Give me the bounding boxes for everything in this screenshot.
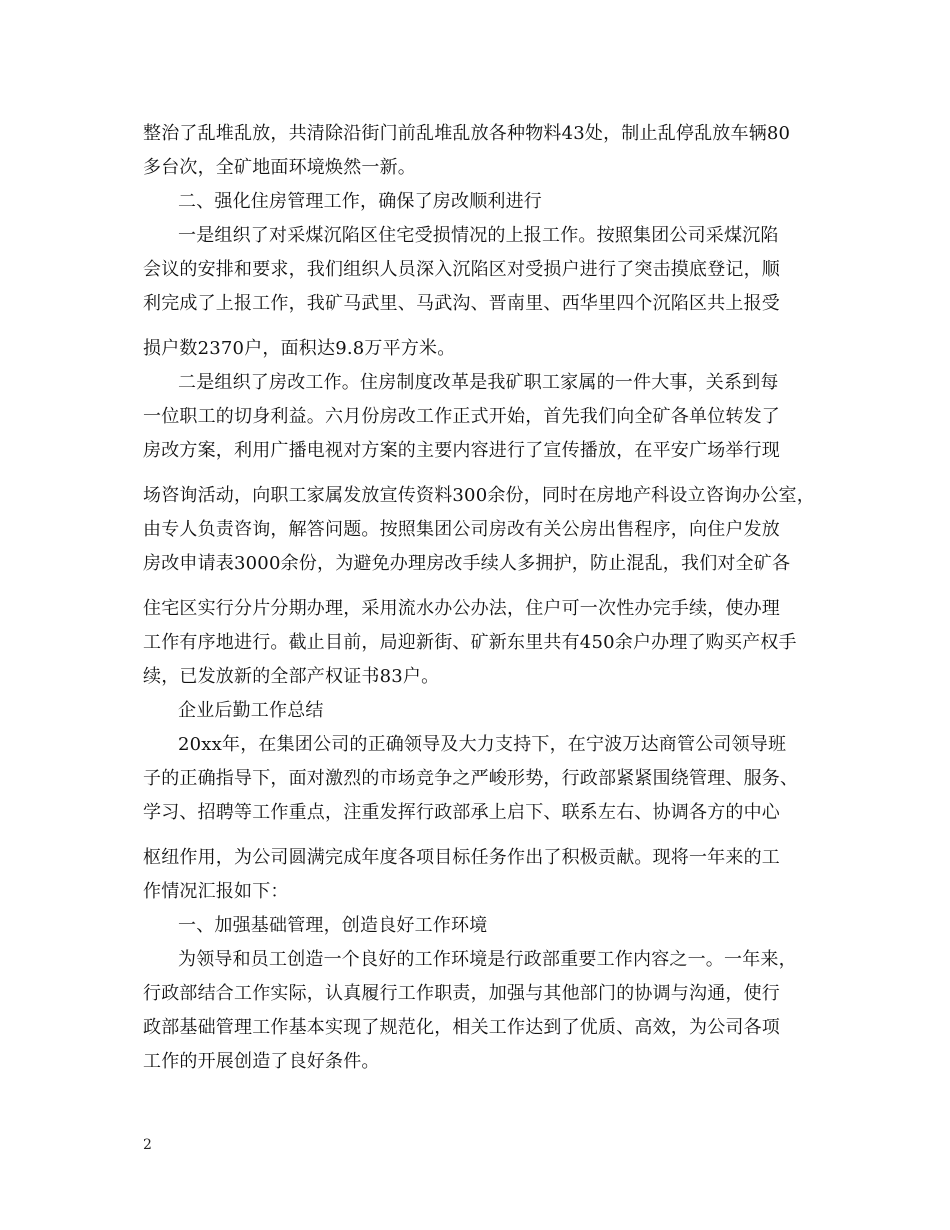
paragraph-line: 学习、招聘等工作重点，注重发挥行政部承上启下、联系左右、协调各方的中心: [143, 802, 780, 823]
paragraph-line: 整治了乱堆乱放，共清除沿街门前乱堆乱放各种物料43处，制止乱停乱放车辆80: [143, 123, 791, 144]
document-title: 企业后勤工作总结: [178, 700, 324, 721]
paragraph-line: 工作的开展创造了良好条件。: [143, 1051, 380, 1072]
paragraph-line: 损户数2370户，面积达9.8万平方米。: [143, 338, 456, 359]
paragraph-line: 子的正确指导下，面对激烈的市场竞争之严峻形势，行政部紧紧围绕管理、服务、: [143, 768, 799, 789]
paragraph-line: 续，已发放新的全部产权证书83户。: [143, 666, 440, 687]
paragraph-line: 工作有序地进行。截止目前，局迎新街、矿新东里共有450余户办理了购买产权手: [143, 632, 797, 653]
paragraph-line: 利完成了上报工作，我矿马武里、马武沟、晋南里、西华里四个沉陷区共上报受: [143, 293, 780, 314]
section-heading: 一、加强基础管理，创造良好工作环境: [178, 915, 488, 936]
paragraph-line: 为领导和员工创造一个良好的工作环境是行政部重要工作内容之一。一年来，: [178, 949, 797, 970]
paragraph-line: 二是组织了房改工作。住房制度改革是我矿职工家属的一件大事，关系到每: [178, 372, 779, 393]
paragraph-line: 一位职工的切身利益。六月份房改工作正式开始，首先我们向全矿各单位转发了: [143, 406, 780, 427]
paragraph-line: 房改方案，利用广播电视对方案的主要内容进行了宣传播放，在平安广场举行现: [143, 440, 780, 461]
paragraph-line: 会议的安排和要求，我们组织人员深入沉陷区对受损户进行了突击摸底登记，顺: [143, 259, 780, 280]
paragraph-line: 房改申请表3000余份，为避免办理房改手续人多拥护，防止混乱，我们对全矿各: [143, 553, 791, 574]
paragraph-line: 政部基础管理工作基本实现了规范化，相关工作达到了优质、高效，为公司各项: [143, 1017, 780, 1038]
section-heading: 二、强化住房管理工作，确保了房改顺利进行: [178, 191, 542, 212]
paragraph-line: 住宅区实行分片分期办理，采用流水办公办法，住户可一次性办完手续，使办理: [143, 598, 780, 619]
paragraph-line: 作情况汇报如下：: [143, 881, 289, 902]
paragraph-line: 多台次，全矿地面环境焕然一新。: [143, 157, 416, 178]
paragraph-line: 一是组织了对采煤沉陷区住宅受损情况的上报工作。按照集团公司采煤沉陷: [178, 225, 779, 246]
paragraph-line: 场咨询活动，向职工家属发放宣传资料300余份，同时在房地产科设立咨询办公室，: [143, 485, 815, 506]
page-number: 2: [143, 1137, 152, 1153]
paragraph-line: 行政部结合工作实际，认真履行工作职责，加强与其他部门的协调与沟通，使行: [143, 983, 780, 1004]
paragraph-line: 20xx年，在集团公司的正确领导及大力支持下，在宁波万达商管公司领导班: [178, 734, 787, 755]
paragraph-line: 枢纽作用，为公司圆满完成年度各项目标任务作出了积极贡献。现将一年来的工: [143, 847, 780, 868]
paragraph-line: 由专人负责咨询，解答问题。按照集团公司房改有关公房出售程序，向住户发放: [143, 519, 780, 540]
